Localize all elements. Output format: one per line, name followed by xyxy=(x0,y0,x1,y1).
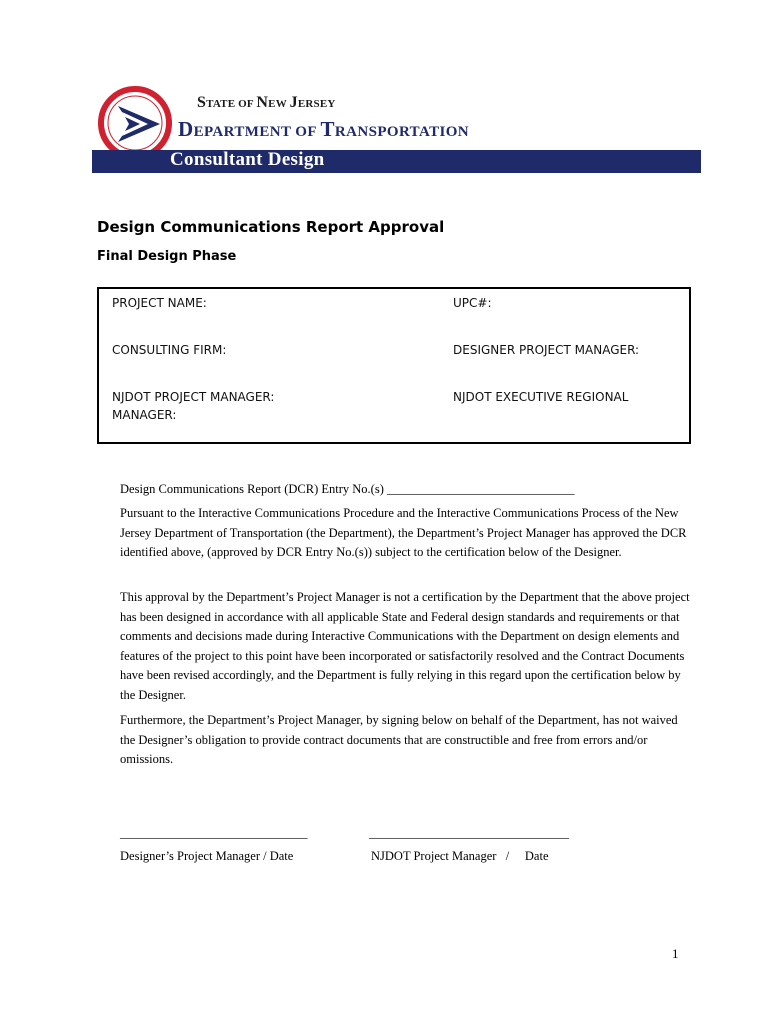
njdot-executive-regional-label: NJDOT EXECUTIVE REGIONAL xyxy=(453,390,629,404)
manager-label: MANAGER: xyxy=(112,408,177,422)
njdot-signature-label: NJDOT Project Manager / Date xyxy=(371,849,549,863)
paragraph-2: This approval by the Department’s Project Manager is not a certification by the Department that the above project has been designed in accordance with all applicable State and Federal design standards and requirements or that comments and decisions made during Interactive Communications with the Department on design elements and features of the project to this point have been incorporated or satisfactorily resolved and the Contract Documents have been revised accordingly, and the Department is fully relying in this regard upon the certification below by the Designer. xyxy=(120,590,690,702)
designer-project-manager-label: DESIGNER PROJECT MANAGER: xyxy=(453,343,640,357)
banner-title: Consultant Design xyxy=(170,149,325,170)
njdot-project-manager-label: NJDOT PROJECT MANAGER: xyxy=(112,390,275,404)
njdot-seal-logo xyxy=(98,86,172,160)
designer-signature-line: ______________________________ xyxy=(120,826,308,840)
designer-signature-label: Designer’s Project Manager / Date xyxy=(120,849,294,863)
project-name-label: PROJECT NAME: xyxy=(112,296,207,310)
state-of-new-jersey-heading: STATE OF NEW JERSEY xyxy=(197,94,336,111)
upc-label: UPC#: xyxy=(453,296,492,310)
dcr-entry-line: Design Communications Report (DCR) Entry No.(s) ______________________________ xyxy=(120,482,575,496)
consulting-firm-label: CONSULTING FIRM: xyxy=(112,343,227,357)
document-title: Design Communications Report Approval xyxy=(97,218,445,236)
paragraph-1: Pursuant to the Interactive Communications Procedure and the Interactive Communications Process of the New Jersey Department of Transportation (the Department), the Department’s Project Manager has approved the DCR identified above, (approved by DCR Entry No.(s)) subject to the certification below of the Designer. xyxy=(120,506,687,560)
page-number: 1 xyxy=(672,946,679,961)
document-subtitle: Final Design Phase xyxy=(97,249,237,264)
njdot-signature-line: ________________________________ xyxy=(369,826,569,840)
department-heading: DEPARTMENT OF TRANSPORTATION xyxy=(178,117,470,141)
paragraph-3: Furthermore, the Department’s Project Manager, by signing below on behalf of the Department, has not waived the Designer’s obligation to provide contract documents that are constructible and free from errors and/or omissions. xyxy=(120,713,678,767)
